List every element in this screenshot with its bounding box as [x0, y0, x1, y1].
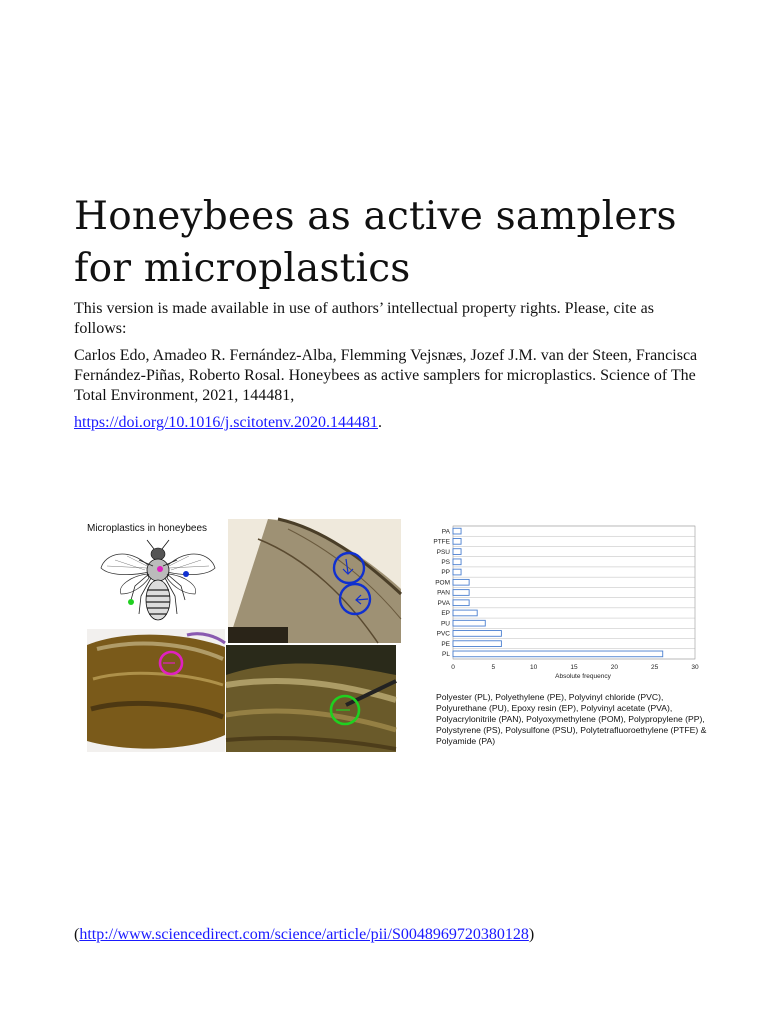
category-label: PL	[442, 651, 450, 659]
graphical-abstract-caption: Microplastics in honeybees	[87, 523, 208, 534]
bar	[453, 651, 663, 657]
wing-micrograph	[228, 519, 401, 643]
plot-frame	[453, 526, 695, 659]
category-label: PP	[441, 569, 450, 577]
bar	[453, 590, 469, 596]
bar	[453, 620, 485, 626]
footer-open-paren: (	[74, 926, 80, 943]
graphical-abstract	[87, 516, 709, 778]
polymer-abbreviations-legend: Polyester (PL), Polyethylene (PE), Polyvinyl chloride (PVC), Polyurethane (PU), Epoxy resin (EP), Polyvinyl acetate (PVA), Polyacrylonitrile (PAN), Polyoxymethylene (POM), Polypropylene (PP), Polystyrene (PS), Polysulfone (PSU), Polytetrafluoroethylene (PTFE) & Polyamide (PA)	[436, 692, 707, 746]
bee-illustration-panel	[87, 516, 227, 628]
bar	[453, 549, 461, 555]
bee-drawing	[87, 516, 227, 628]
x-axis-label: Absolute frequency	[555, 673, 611, 680]
bar	[453, 528, 461, 534]
rights-notice: This version is made available in use of authors’ intellectual property rights. Please, cite as follows:	[74, 300, 654, 337]
category-label: PA	[441, 528, 450, 536]
bee-thorax-photo	[87, 629, 225, 752]
bar	[453, 610, 477, 616]
category-label: PE	[441, 640, 450, 648]
frequency-bar-chart	[425, 521, 709, 680]
x-tick-label: 20	[610, 664, 618, 671]
category-label: PSU	[436, 548, 450, 556]
sciencedirect-link[interactable]: http://www.sciencedirect.com/science/article/pii/S0048969720380128	[79, 926, 529, 943]
x-tick-label: 15	[570, 664, 578, 671]
x-tick-label: 25	[651, 664, 659, 671]
green-marker	[128, 599, 134, 605]
x-tick-label: 0	[451, 664, 455, 671]
bar	[453, 559, 461, 565]
bar	[453, 600, 469, 606]
bar	[453, 538, 461, 544]
category-label: PVA	[437, 599, 450, 607]
category-label: PVC	[436, 630, 450, 638]
doi-link[interactable]: https://doi.org/10.1016/j.scitotenv.2020.144481	[74, 414, 378, 431]
bar	[453, 569, 461, 575]
doi-line	[74, 413, 704, 433]
category-label: EP	[441, 610, 450, 618]
x-tick-label: 5	[491, 664, 496, 671]
x-tick-label: 30	[691, 664, 699, 671]
category-label: PTFE	[433, 538, 450, 546]
category-label: PS	[441, 559, 450, 567]
blue-marker	[183, 571, 189, 577]
magenta-marker	[157, 566, 163, 572]
bar	[453, 631, 501, 637]
category-label: POM	[435, 579, 450, 587]
document-title: Honeybees as active samplers for microplastics	[74, 194, 677, 292]
footer-close-paren: )	[528, 926, 535, 943]
microplastics-frequency-chart	[425, 521, 709, 680]
bar	[453, 641, 501, 647]
citation: Carlos Edo, Amadeo R. Fernández-Alba, Flemming Vejsnæs, Jozef J.M. van der Steen, Francisca Fernández-Piñas, Roberto Rosal. Honeybees as active samplers for microplastics. Science of The Total Environment, 2021, 144481,	[74, 347, 698, 404]
footer-link-line	[74, 925, 534, 945]
doi-suffix: .	[378, 414, 382, 431]
x-tick-label: 10	[530, 664, 538, 671]
bar	[453, 579, 469, 585]
bee-leg-photo	[226, 645, 396, 752]
category-label: PAN	[437, 589, 450, 597]
category-label: PU	[440, 620, 450, 628]
